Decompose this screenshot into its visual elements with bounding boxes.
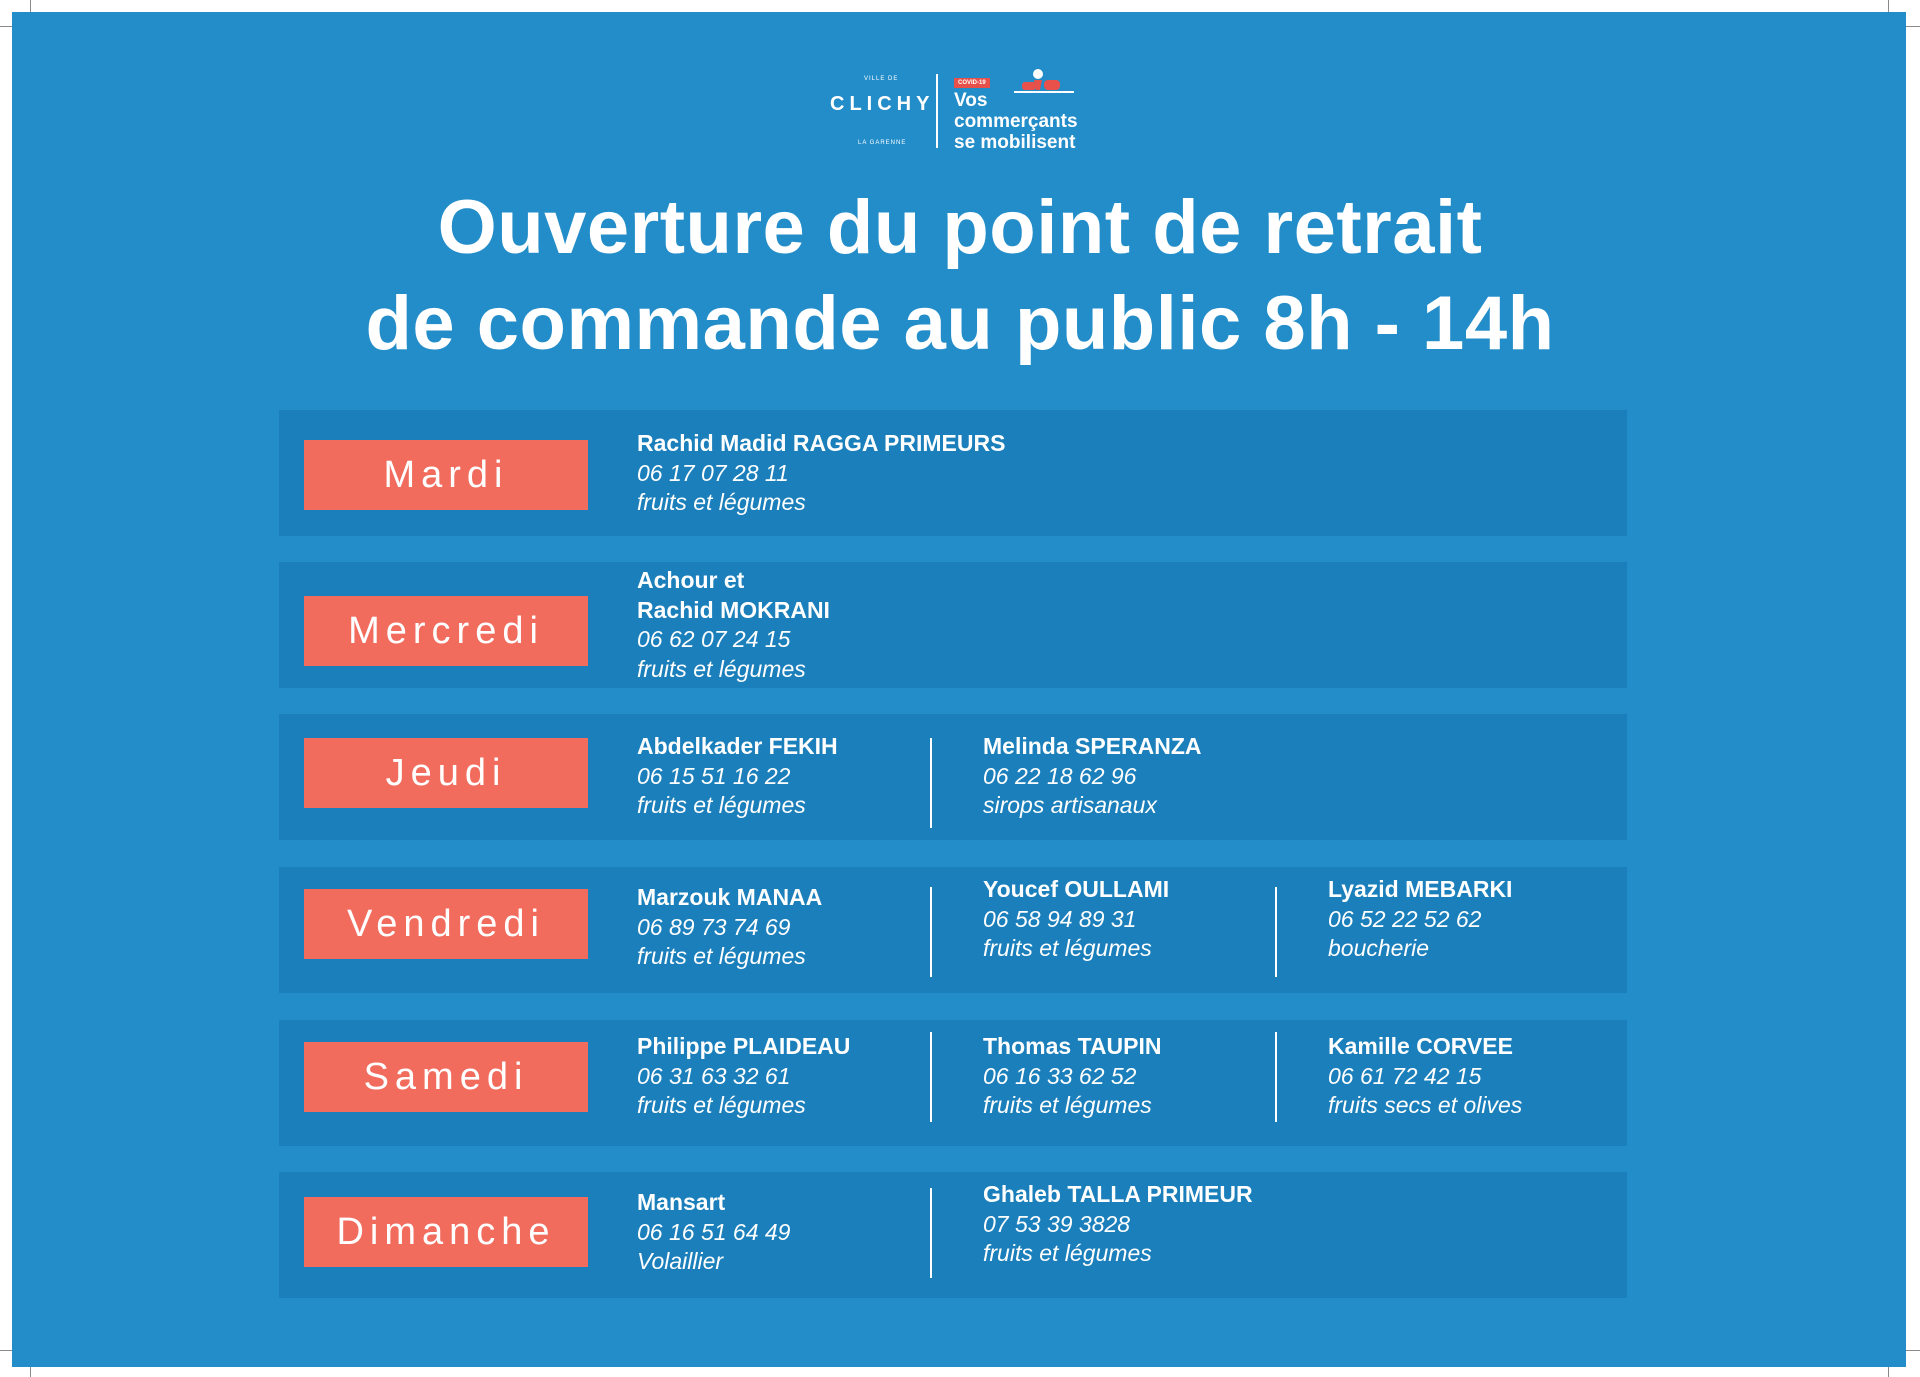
- vendor-name: Lyazid MEBARKI: [1328, 876, 1513, 902]
- vendor-name: Rachid MOKRANI: [637, 596, 830, 623]
- vendor-product: fruits et légumes: [637, 943, 806, 969]
- day-badge: Samedi: [304, 1042, 588, 1112]
- vendor-entry: [1328, 1032, 1522, 1121]
- vendor-entry: [637, 1032, 850, 1121]
- vendor-product: fruits et légumes: [637, 1092, 806, 1118]
- day-badge: Jeudi: [304, 738, 588, 808]
- day-badge: Mardi: [304, 440, 588, 510]
- vendor-product: fruits et légumes: [637, 792, 806, 818]
- vendor-divider: [930, 738, 932, 828]
- vendor-name-line-1: Achour et: [637, 567, 745, 593]
- vendor-entry: [983, 1032, 1161, 1121]
- vendor-entry: [637, 429, 1005, 518]
- city-logo-top-text: VILLE DE: [864, 76, 899, 82]
- vendor-product: fruits et légumes: [983, 935, 1152, 961]
- vendor-divider: [930, 1188, 932, 1278]
- vendor-phone: 06 16 51 64 49: [637, 1218, 791, 1245]
- vendor-entry: [1328, 875, 1512, 964]
- vendor-divider: [1275, 1032, 1277, 1122]
- title-line-1: Ouverture du point de retrait: [437, 185, 1483, 270]
- vendor-product: boucherie: [1328, 935, 1430, 961]
- vendor-name: Kamille CORVEE: [1328, 1033, 1513, 1059]
- schedule-row-vendredi: [279, 867, 1627, 993]
- vendor-entry: [637, 883, 822, 972]
- vendor-phone: 06 22 18 62 96: [983, 762, 1137, 789]
- vendor-phone: 06 15 51 16 22: [637, 762, 791, 789]
- vendor-product: fruits secs et olives: [1328, 1092, 1523, 1118]
- vendor-entry: [983, 875, 1169, 964]
- vendor-phone: 06 58 94 89 31: [983, 905, 1137, 932]
- campaign-line-2: commerçants: [954, 111, 1078, 132]
- vendor-phone: 06 17 07 28 11: [637, 459, 789, 486]
- vendor-name: Marzouk MANAA: [637, 884, 823, 910]
- day-badge: Vendredi: [304, 889, 588, 959]
- vendor-entry: [983, 1180, 1253, 1269]
- day-badge: Dimanche: [304, 1197, 588, 1267]
- covid-badge: COVID-19: [954, 78, 990, 88]
- vendor-name: Ghaleb TALLA PRIMEUR: [983, 1181, 1253, 1207]
- city-logo: [818, 66, 935, 156]
- title-line-2: de commande au public 8h - 14h: [365, 281, 1555, 366]
- schedule-row-dimanche: [279, 1172, 1627, 1298]
- vendor-product: fruits et légumes: [983, 1092, 1152, 1118]
- vendor-product: fruits et légumes: [637, 655, 806, 682]
- vendor-name: Philippe PLAIDEAU: [637, 1033, 851, 1059]
- vendor-phone: 06 89 73 74 69: [637, 913, 791, 940]
- schedule-row-jeudi: [279, 714, 1627, 840]
- vendor-phone: 06 61 72 42 15: [1328, 1062, 1482, 1089]
- campaign-line-3: se mobilisent: [954, 132, 1076, 153]
- campaign-text: [954, 90, 1078, 153]
- city-logo-text: CLICHY: [830, 93, 935, 115]
- header-logo: [818, 66, 1098, 156]
- vendor-name: Melinda SPERANZA: [983, 733, 1202, 759]
- vendor-name: Youcef OULLAMI: [983, 876, 1170, 902]
- vendor-divider: [1275, 887, 1277, 977]
- vendor-product: fruits et légumes: [983, 1240, 1152, 1266]
- vendor-phone: 06 52 22 52 62: [1328, 905, 1482, 932]
- logo-divider: [936, 74, 938, 148]
- campaign-line-1: Vos: [954, 90, 988, 111]
- vendor-name: Mansart: [637, 1189, 726, 1215]
- vendor-product: Volaillier: [637, 1248, 724, 1274]
- vendor-phone: 07 53 39 3828: [983, 1210, 1131, 1237]
- vendor-phone: 06 16 33 62 52: [983, 1062, 1137, 1089]
- vendor-entry: [637, 1188, 790, 1277]
- schedule-row-mercredi: [279, 562, 1627, 688]
- vendor-phone: 06 62 07 24 15: [637, 626, 791, 652]
- vendor-product: sirops artisanaux: [983, 792, 1157, 818]
- vendor-name: Abdelkader FEKIH: [637, 733, 838, 759]
- vendor-product: fruits et légumes: [637, 489, 806, 515]
- vendor-name: Rachid Madid RAGGA PRIMEURS: [637, 430, 1006, 456]
- vendor-phone: 06 31 63 32 61: [637, 1062, 791, 1089]
- schedule-row-mardi: [279, 410, 1627, 536]
- schedule-row-samedi: [279, 1020, 1627, 1146]
- vendor-divider: [930, 887, 932, 977]
- vendor-divider: [930, 1032, 932, 1122]
- city-logo-bottom-text: LA GARENNE: [858, 140, 907, 146]
- vendor-entry: [983, 732, 1202, 821]
- day-badge: Mercredi: [304, 596, 588, 666]
- vendor-entry: [637, 566, 830, 684]
- page-title: [0, 180, 1920, 372]
- vendor-name: Thomas TAUPIN: [983, 1033, 1162, 1059]
- vendor-entry: [637, 732, 838, 821]
